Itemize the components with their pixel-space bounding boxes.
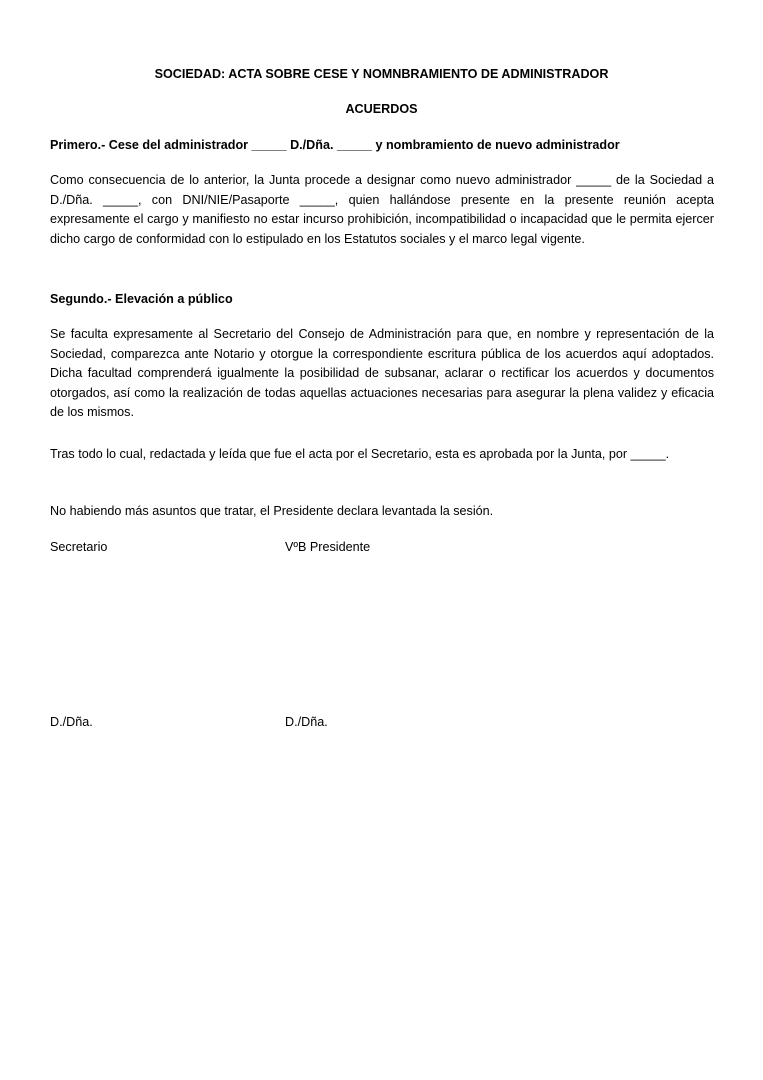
section-body-primero: Como consecuencia de lo anterior, la Junta procede a designar como nuevo administrador _____ de la Sociedad a D./Dña. _____, con DNI/NIE/Pasaporte _____, quien hallándose presente en la presente reunión acepta expresamente el cargo y manifiesto no estar incurso prohibición, incompatibilidad o incapacidad que le permita ejercer dicho cargo de conformidad con lo estipulado en los Estatutos sociales y el marco legal vigente. — [50, 173, 714, 246]
signature-label-secretary: Secretario — [50, 540, 108, 554]
section-heading-segundo: Segundo.- Elevación a público — [50, 292, 233, 306]
signature-label-president: VºB Presidente — [285, 540, 371, 554]
document-subtitle: ACUERDOS — [345, 102, 418, 116]
signature-name-president: D./Dña. — [285, 715, 328, 729]
approval-paragraph: Tras todo lo cual, redactada y leída que fue el acta por el Secretario, esta es aprobada por la Junta, por _____. — [50, 447, 670, 461]
closing-paragraph: No habiendo más asuntos que tratar, el Presidente declara levantada la sesión. — [50, 504, 494, 518]
document-title: SOCIEDAD: ACTA SOBRE CESE Y NOMNBRAMIENTO DE ADMINISTRADOR — [154, 67, 609, 81]
section-body-segundo: Se faculta expresamente al Secretario del Consejo de Administración para que, en nombre y representación de la Sociedad, comparezca ante Notario y otorgue la correspondiente escritura pública de los acuerdos aquí adoptados. Dicha facultad comprenderá igualmente la posibilidad de subsanar, aclarar o rectificar los acuerdos y documentos otorgados, así como la realización de todas aquellas actuaciones necesarias para asegurar la plena validez y eficacia de los mismos. — [50, 327, 714, 420]
signature-name-secretary: D./Dña. — [50, 715, 93, 729]
section-heading-primero: Primero.- Cese del administrador _____ D./Dña. _____ y nombramiento de nuevo administrador — [50, 138, 620, 152]
